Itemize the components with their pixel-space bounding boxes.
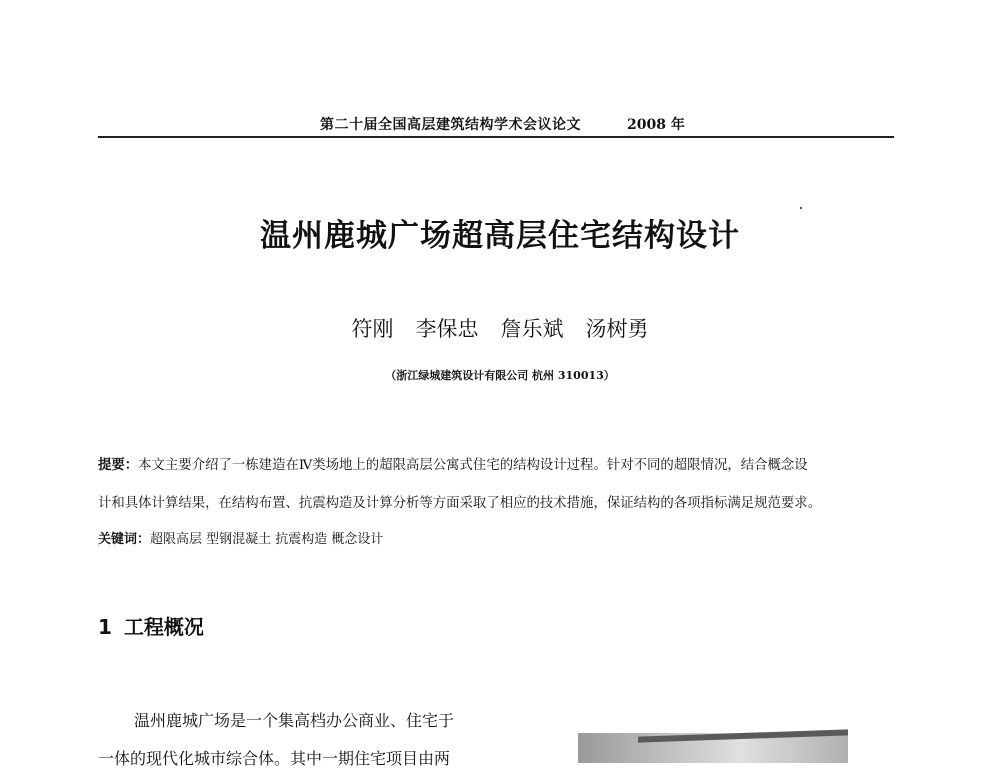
body-line-1: 温州鹿城广场是一个集高档办公商业、住宅于 (134, 711, 455, 730)
author-1: 符刚 (351, 317, 394, 341)
running-header (98, 112, 894, 138)
abstract-line-1 (98, 446, 898, 485)
body-paragraph (98, 702, 498, 778)
section-heading (98, 611, 204, 640)
section-number: 1 (98, 615, 112, 639)
abstract-text-1: 本文主要介绍了一栋建造在Ⅳ类场地上的超限高层公寓式住宅的结构设计过程。针对不同的超限情况，结合概念设 (138, 458, 808, 473)
abstract (98, 446, 898, 523)
affiliation: （浙江绿城建筑设计有限公司 杭州 310013） (385, 369, 615, 382)
body-line-2: 一体的现代化城市综合体。其中一期住宅项目由两 (98, 749, 451, 768)
abstract-text-2: 计和具体计算结果，在结构布置、抗震构造及计算分析等方面采取了相应的技术措施，保证结构的各项指标满足规范要求。 (98, 496, 822, 511)
author-2: 李保忠 (415, 317, 479, 341)
keywords (98, 528, 383, 547)
building-photo-edge (638, 729, 848, 742)
author-4: 汤树勇 (585, 317, 649, 341)
keywords-text: 超限高层 型钢混凝土 抗震构造 概念设计 (150, 532, 384, 547)
scan-speck (800, 207, 802, 209)
section-title: 工程概况 (123, 615, 204, 639)
author-list (0, 313, 1000, 343)
conference-name: 第二十届全国高层建筑结构学术会议论文 (320, 117, 581, 133)
paper-title: 温州鹿城广场超高层住宅结构设计 (260, 218, 740, 254)
abstract-label: 提要： (98, 457, 139, 473)
author-3: 詹乐斌 (500, 317, 564, 341)
keywords-label: 关键词： (98, 532, 151, 547)
conference-year: 2008 年 (627, 117, 685, 133)
